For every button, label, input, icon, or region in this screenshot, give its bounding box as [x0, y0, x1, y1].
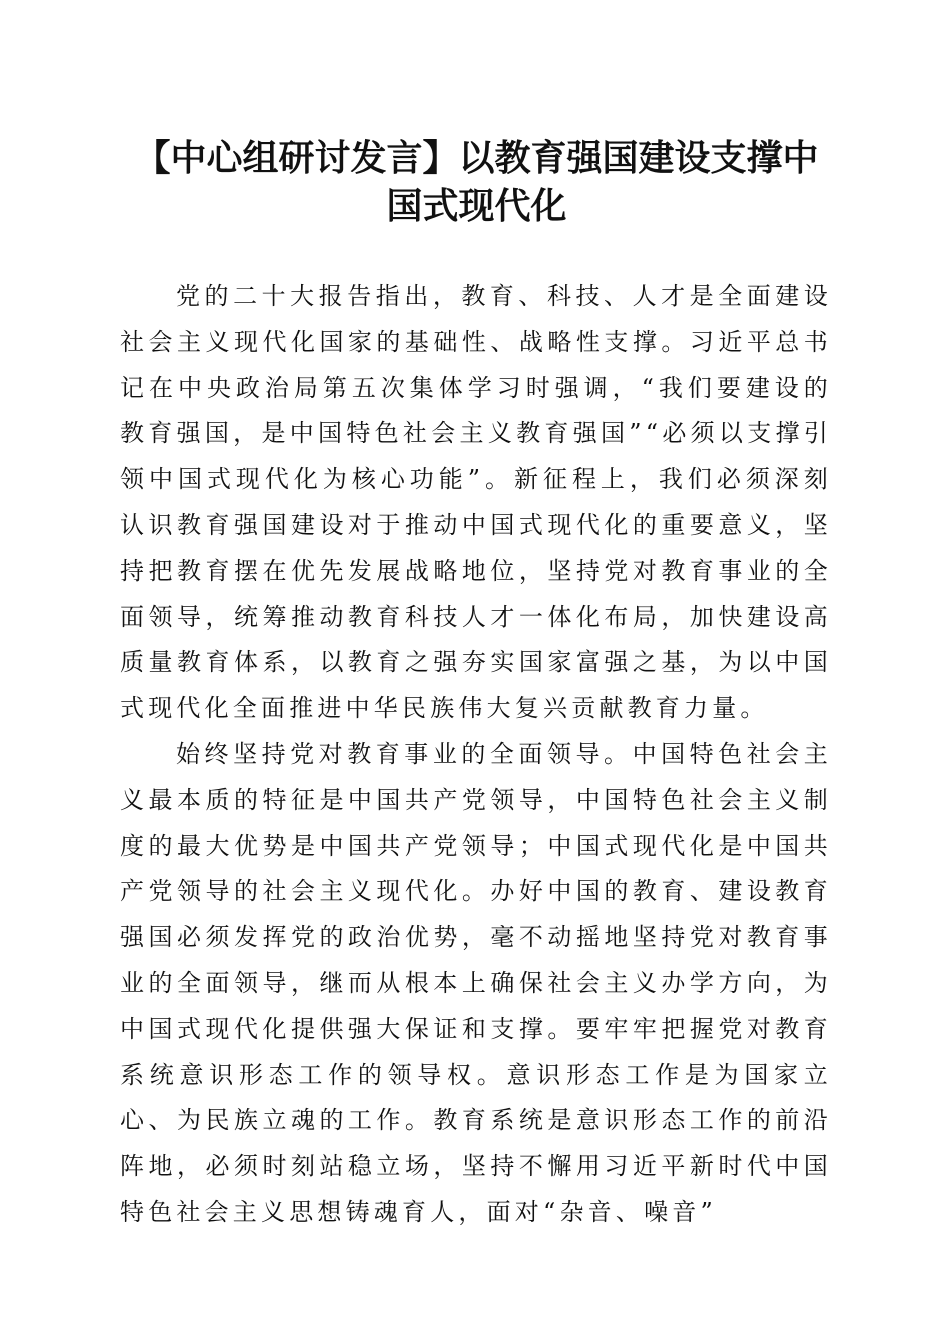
document-title: 【中心组研讨发言】以教育强国建设支撑中国式现代化 [134, 137, 819, 227]
document-body [120, 274, 832, 1236]
paragraph-2: 始终坚持党对教育事业的全面领导。中国特色社会主义最本质的特征是中国共产党领导，中国特色社会主义制度的最大优势是中国共产党领导；中国式现代化是中国共产党领导的社会主义现代化。办好中国的教育、建设教育强国必须发挥党的政治优势，毫不动摇地坚持党对教育事业的全面领导，继而从根本上确保社会主义办学方向，为中国式现代化提供强大保证和支撑。要牢牢把握党对教育系统意识形态工作的领导权。意识形态工作是为国家立心、为民族立魂的工作。教育系统是意识形态工作的前沿阵地，必须时刻站稳立场，坚持不懈用习近平新时代中国特色社会主义思想铸魂育人，面对“杂音、噪音” [120, 739, 832, 1226]
paragraph-1: 党的二十大报告指出，教育、科技、人才是全面建设社会主义现代化国家的基础性、战略性支撑。习近平总书记在中央政治局第五次集体学习时强调，“我们要建设的教育强国，是中国特色社会主义教育强国”“必须以支撑引领中国式现代化为核心功能”。新征程上，我们必须深刻认识教育强国建设对于推动中国式现代化的重要意义，坚持把教育摆在优先发展战略地位，坚持党对教育事业的全面领导，统筹推动教育科技人才一体化布局，加快建设高质量教育体系，以教育之强夯实国家富强之基，为以中国式现代化全面推进中华民族伟大复兴贡献教育力量。 [120, 282, 832, 723]
